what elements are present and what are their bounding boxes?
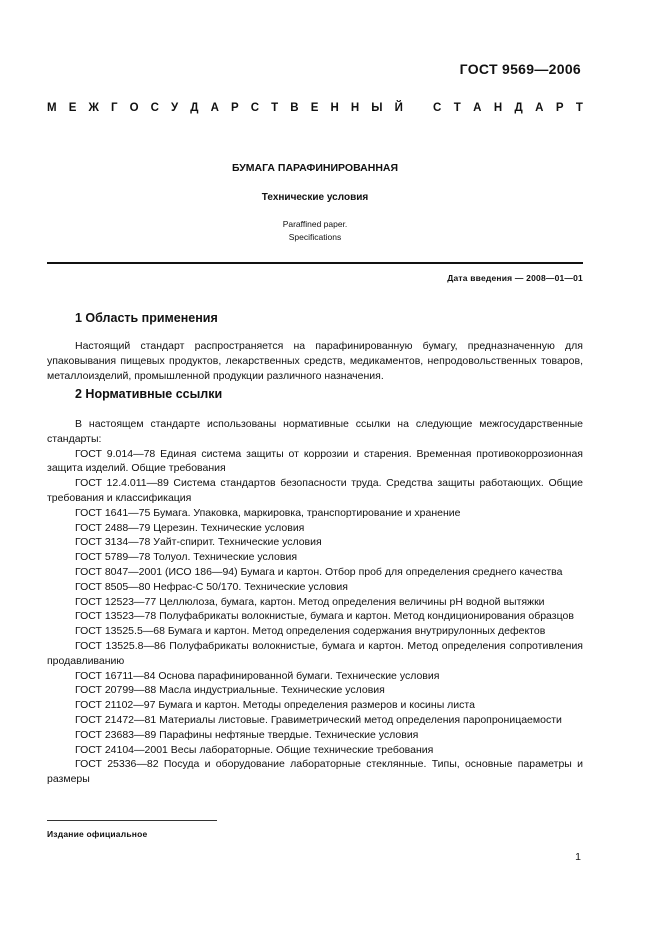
reference-item: ГОСТ 20799—88 Масла индустриальные. Технические условия	[75, 684, 385, 697]
reference-item: ГОСТ 9.014—78 Единая система защиты от коррозии и старения. Временная противокоррозионная защита изделий. Общие требования	[47, 447, 583, 475]
footer-divider	[47, 820, 217, 821]
page-number: 1	[575, 851, 581, 863]
reference-item: ГОСТ 23683—89 Парафины нефтяные твердые. Технические условия	[75, 728, 419, 741]
reference-item: ГОСТ 8505—80 Нефрас-С 50/170. Технические условия	[75, 580, 348, 593]
paragraph: В настоящем стандарте использованы нормативные ссылки на следующие межгосударственные стандарты:	[47, 418, 583, 445]
section-body-references	[47, 417, 583, 787]
reference-item: ГОСТ 16711—84 Основа парафинированной бумаги. Технические условия	[75, 669, 440, 682]
banner-letter: С	[150, 102, 159, 114]
banner-letter: Д	[190, 102, 199, 114]
banner-letter: М	[47, 102, 57, 114]
reference-item: ГОСТ 2488—79 Церезин. Технические условия	[75, 521, 305, 534]
banner-letter: А	[535, 102, 544, 114]
section-body-scope	[47, 339, 583, 383]
banner-letter: С	[250, 102, 260, 114]
section-heading-references: 2 Нормативные ссылки	[75, 387, 223, 401]
banner-letter: В	[290, 102, 299, 114]
reference-item: ГОСТ 21472—81 Материалы листовые. Гравиметрический метод определения паропроницаемости	[75, 713, 562, 726]
banner-letter: Р	[555, 102, 564, 114]
banner-letter: Т	[453, 102, 461, 114]
reference-item: ГОСТ 8047—2001 (ИСО 186—94) Бумага и картон. Отбор проб для определения среднего качества	[75, 565, 563, 578]
reference-item: ГОСТ 25336—82 Посуда и оборудование лабораторные стеклянные. Типы, основные параметры и размеры	[47, 758, 583, 786]
banner-letter: Н	[350, 102, 360, 114]
document-title: БУМАГА ПАРАФИНИРОВАННАЯ	[231, 162, 399, 174]
english-title-line: Paraffined paper.	[282, 219, 348, 229]
interstate-standard-banner	[47, 102, 583, 114]
banner-word-interstate	[47, 102, 403, 114]
banner-letter: У	[171, 102, 179, 114]
banner-letter: Г	[110, 102, 118, 114]
banner-letter: Д	[514, 102, 523, 114]
reference-item: ГОСТ 13523—78 Полуфабрикаты волокнистые, бумага и картон. Метод кондиционирования образцов	[75, 610, 574, 623]
banner-letter: А	[473, 102, 482, 114]
gost-code: ГОСТ 9569—2006	[459, 61, 581, 77]
reference-item: ГОСТ 13525.5—68 Бумага и картон. Метод определения содержания внутрирулонных дефектов	[75, 625, 546, 638]
banner-letter: Ы	[371, 102, 383, 114]
banner-letter: С	[433, 102, 442, 114]
reference-item: ГОСТ 24104—2001 Весы лабораторные. Общие технические требования	[75, 743, 434, 756]
english-title-line: Specifications	[288, 232, 342, 242]
title-divider	[47, 262, 583, 264]
section-heading-scope: 1 Область применения	[75, 311, 218, 325]
banner-letter: Н	[493, 102, 503, 114]
banner-letter: Н	[330, 102, 339, 114]
english-title	[47, 218, 583, 244]
reference-item: ГОСТ 12.4.011—89 Система стандартов безопасности труда. Средства защиты работающих. Общие требования и классификация	[47, 477, 583, 504]
banner-letter: Й	[394, 102, 403, 114]
reference-item: ГОСТ 13525.8—86 Полуфабрикаты волокнистые, бумага и картон. Метод определения сопротивления продавливанию	[47, 639, 583, 667]
document-subtitle: Технические условия	[261, 192, 369, 203]
reference-item: ГОСТ 1641—75 Бумага. Упаковка, маркировка, транспортирование и хранение	[75, 506, 461, 519]
edition-label: Издание официальное	[47, 829, 148, 839]
reference-item: ГОСТ 21102—97 Бумага и картон. Методы определения размеров и косины листа	[75, 699, 475, 712]
banner-letter: А	[210, 102, 219, 114]
banner-letter: Е	[310, 102, 319, 114]
banner-letter: Е	[68, 102, 77, 114]
banner-letter: Т	[575, 102, 583, 114]
banner-letter: Ж	[88, 102, 99, 114]
banner-letter: Т	[271, 102, 279, 114]
banner-letter: Р	[230, 102, 239, 114]
paragraph: Настоящий стандарт распространяется на парафинированную бумагу, предназначенную для упаковывания пищевых продуктов, лекарственных средств, медикаментов, непродовольственных товаров, металлоизделий, промышленной продукции различного назначения.	[47, 340, 583, 382]
reference-item: ГОСТ 3134—78 Уайт-спирит. Технические условия	[75, 536, 322, 549]
reference-item: ГОСТ 5789—78 Толуол. Технические условия	[75, 551, 298, 564]
banner-word-standard	[433, 102, 583, 114]
banner-letter: О	[129, 102, 139, 114]
reference-item: ГОСТ 12523—77 Целлюлоза, бумага, картон. Метод определения величины pH водной вытяжки	[75, 595, 545, 608]
introduction-date: Дата введения — 2008—01—01	[447, 273, 583, 283]
